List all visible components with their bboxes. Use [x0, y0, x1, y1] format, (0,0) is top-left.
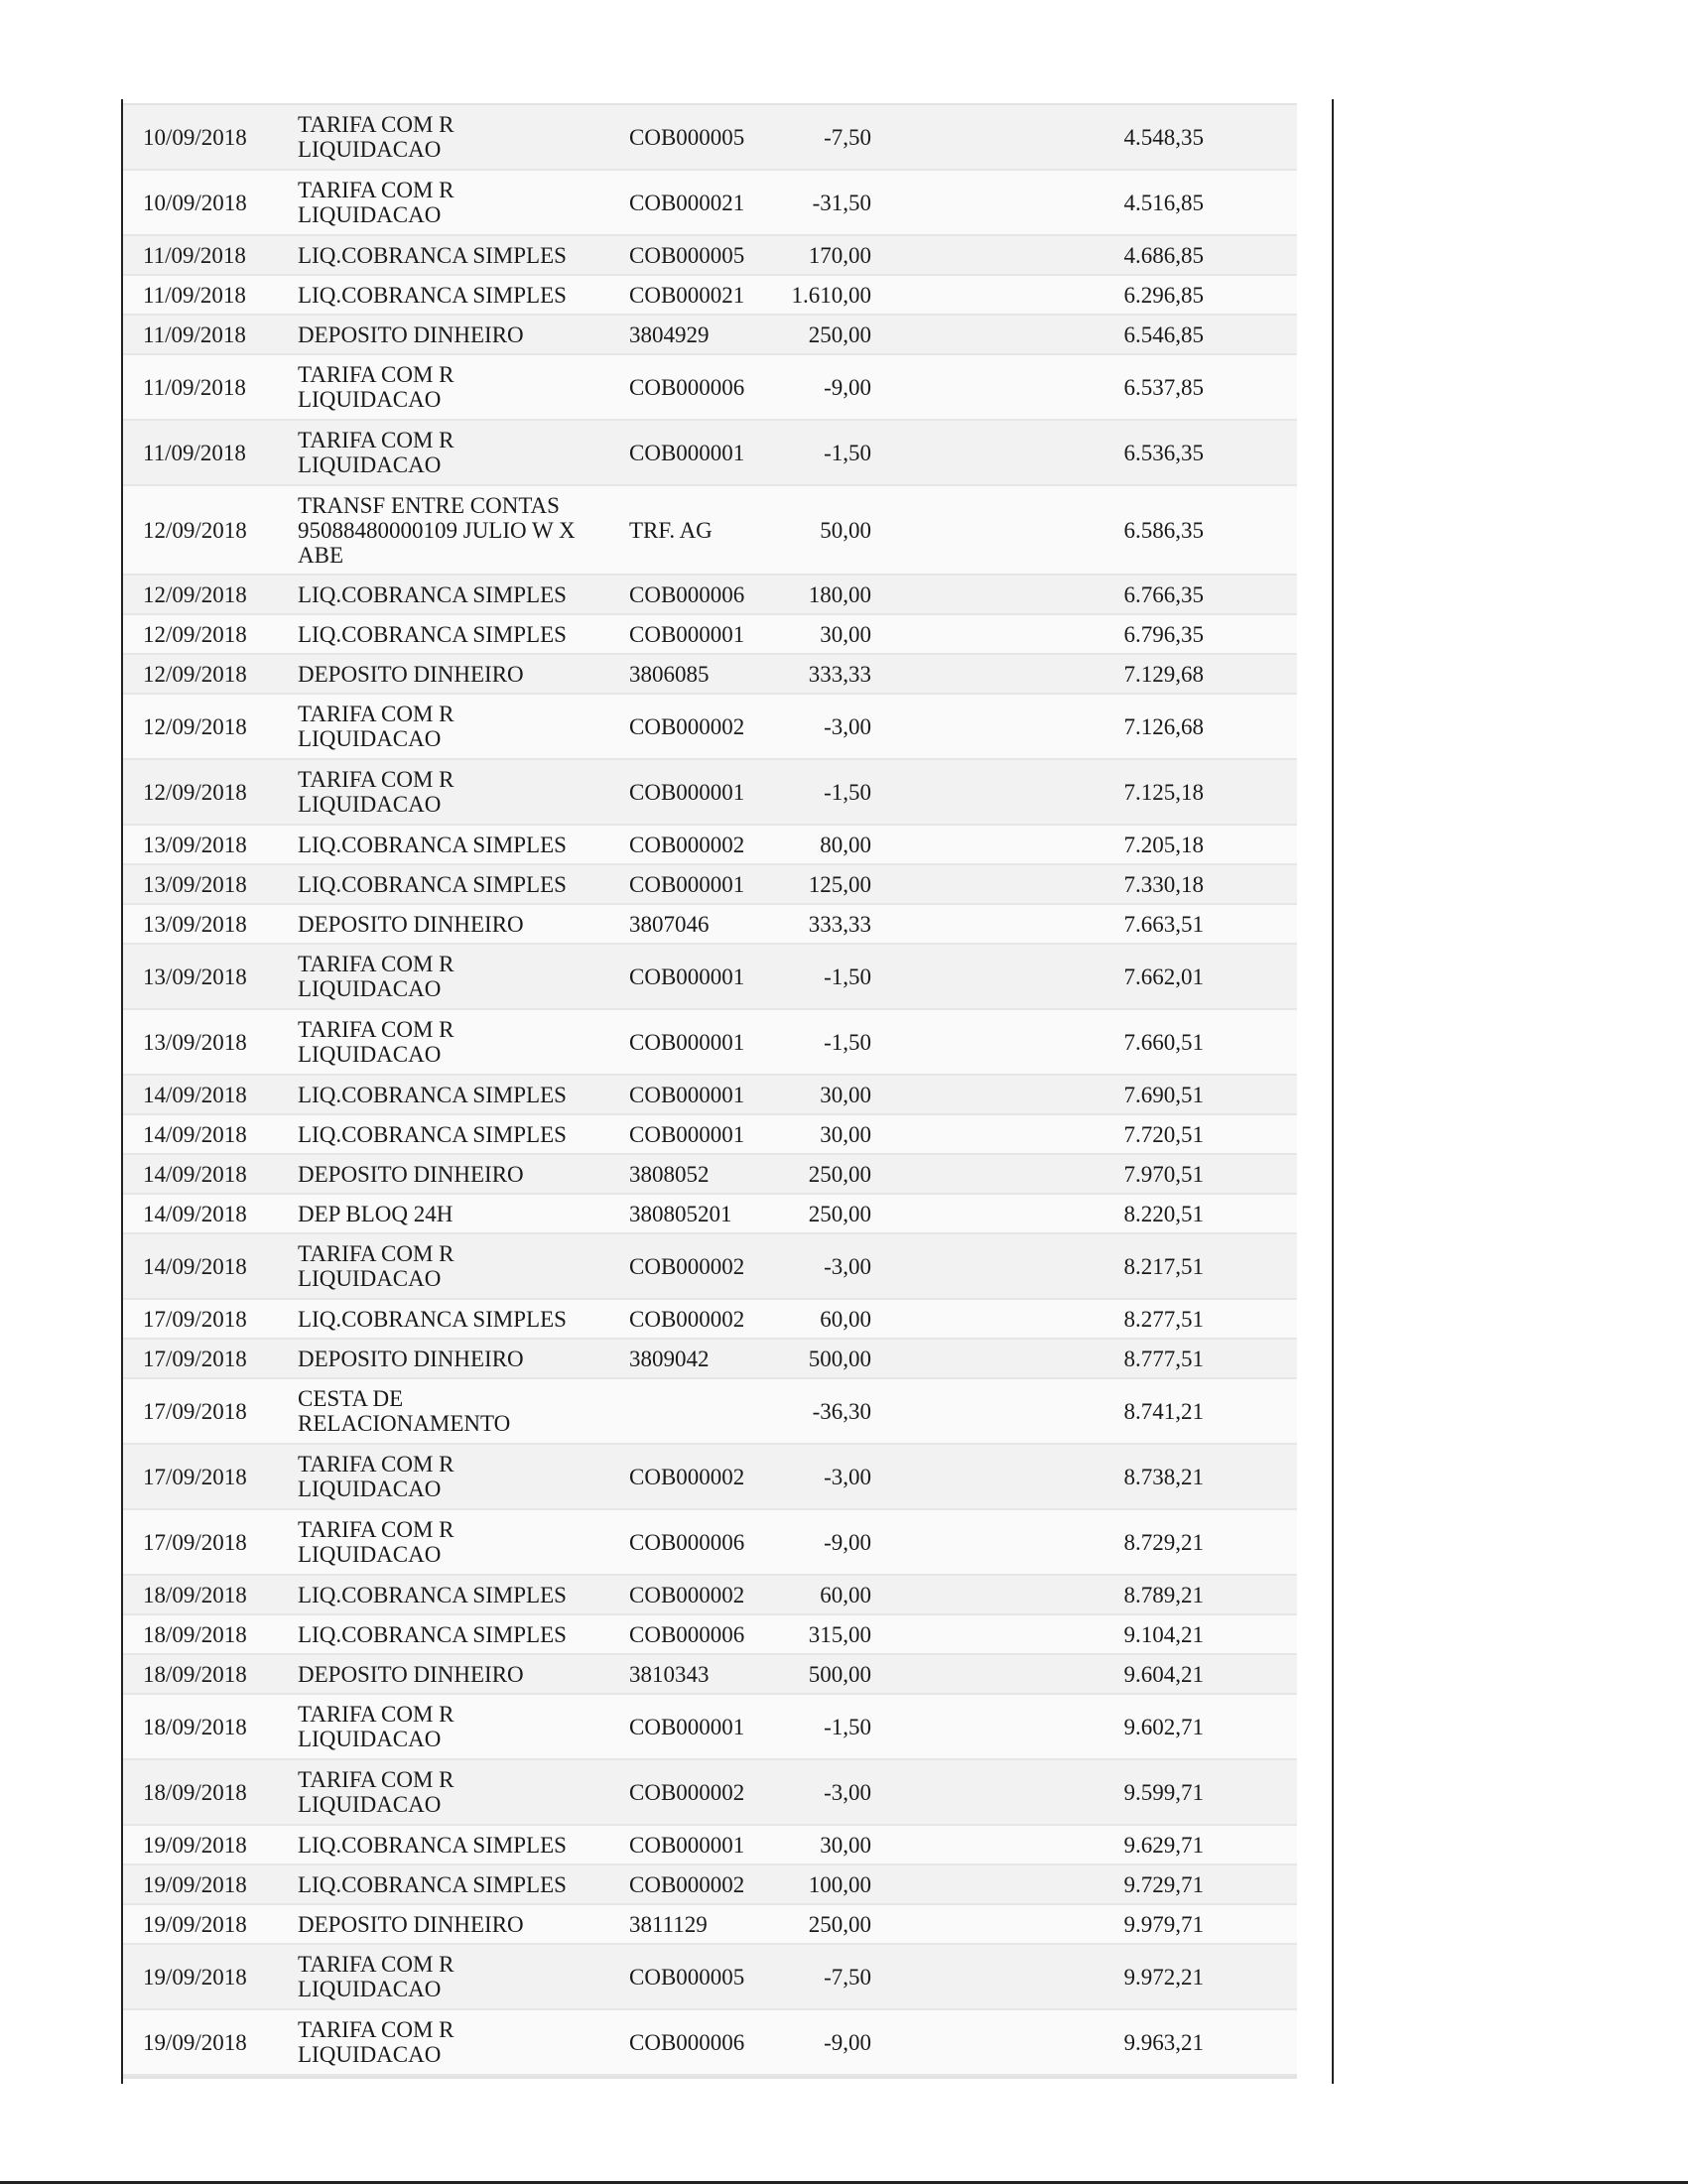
transaction-document: COB000006 [629, 1621, 745, 1647]
transaction-description: TARIFA COM R LIQUIDACAO [298, 362, 454, 412]
transaction-description: TARIFA COM R LIQUIDACAO [298, 1517, 454, 1567]
table-row [123, 1010, 1297, 1076]
transaction-date: 12/09/2018 [143, 621, 247, 647]
transaction-description: TARIFA COM R LIQUIDACAO [298, 428, 454, 477]
transaction-description: LIQ.COBRANCA SIMPLES [298, 1306, 567, 1332]
transaction-value: 250,00 [808, 1161, 871, 1187]
transaction-description: LIQ.COBRANCA SIMPLES [298, 242, 567, 268]
table-row [123, 1445, 1297, 1510]
table-row [123, 1905, 1297, 1945]
transaction-description: TARIFA COM R LIQUIDACAO [298, 1241, 454, 1291]
transaction-value: -9,00 [824, 374, 871, 400]
running-balance: 6.586,35 [1123, 517, 1204, 543]
table-row [123, 1300, 1297, 1340]
transaction-description: TARIFA COM R LIQUIDACAO [298, 702, 454, 751]
transaction-description: LIQ.COBRANCA SIMPLES [298, 1832, 567, 1858]
running-balance: 6.537,85 [1123, 374, 1204, 400]
transaction-value: -7,50 [824, 124, 871, 150]
transaction-value: 30,00 [820, 1121, 871, 1147]
running-balance: 9.599,71 [1123, 1779, 1204, 1805]
running-balance: 6.536,35 [1123, 440, 1204, 465]
running-balance: 9.972,21 [1123, 1964, 1204, 1990]
transaction-date: 14/09/2018 [143, 1253, 247, 1279]
table-row [123, 421, 1297, 486]
transaction-date: 11/09/2018 [143, 282, 246, 308]
table-row [123, 1340, 1297, 1379]
running-balance: 6.796,35 [1123, 621, 1204, 647]
transaction-value: 30,00 [820, 1082, 871, 1107]
transaction-value: 500,00 [808, 1661, 871, 1687]
transaction-date: 13/09/2018 [143, 911, 247, 937]
transaction-value: 180,00 [808, 581, 871, 607]
running-balance: 4.548,35 [1123, 124, 1204, 150]
transaction-document: COB000002 [629, 713, 745, 739]
transaction-value: -3,00 [824, 1779, 871, 1805]
running-balance: 7.690,51 [1123, 1082, 1204, 1107]
running-balance: 8.777,51 [1123, 1346, 1204, 1371]
transaction-document: COB000021 [629, 282, 745, 308]
transaction-date: 19/09/2018 [143, 1911, 247, 1937]
table-row [123, 355, 1297, 421]
transaction-value: 333,33 [808, 661, 871, 687]
transaction-date: 10/09/2018 [143, 190, 247, 215]
transaction-description: LIQ.COBRANCA SIMPLES [298, 1582, 567, 1607]
transaction-description: TRANSF ENTRE CONTAS 95088480000109 JULIO W X ABE [298, 492, 576, 568]
table-row [123, 1379, 1297, 1445]
running-balance: 9.604,21 [1123, 1661, 1204, 1687]
transaction-date: 12/09/2018 [143, 581, 247, 607]
transaction-description: LIQ.COBRANCA SIMPLES [298, 1871, 567, 1897]
transaction-date: 19/09/2018 [143, 1832, 247, 1858]
table-row [123, 486, 1297, 576]
transaction-description: CESTA DE RELACIONAMENTO [298, 1386, 511, 1436]
transaction-document: COB000001 [629, 1029, 745, 1055]
transaction-document: COB000021 [629, 190, 745, 215]
transaction-document: COB000005 [629, 242, 745, 268]
transaction-date: 19/09/2018 [143, 2029, 247, 2055]
transaction-document: COB000001 [629, 1832, 745, 1858]
statement-table [123, 103, 1297, 2079]
running-balance: 8.738,21 [1123, 1464, 1204, 1489]
transaction-value: -1,50 [824, 964, 871, 989]
transaction-description: TARIFA COM R LIQUIDACAO [298, 1767, 454, 1817]
running-balance: 7.126,68 [1123, 713, 1204, 739]
transaction-value: -1,50 [824, 779, 871, 805]
transaction-value: 125,00 [808, 871, 871, 897]
running-balance: 4.516,85 [1123, 190, 1204, 215]
running-balance: 8.741,21 [1123, 1398, 1204, 1424]
transaction-description: LIQ.COBRANCA SIMPLES [298, 832, 567, 857]
transaction-date: 17/09/2018 [143, 1306, 247, 1332]
transaction-value: 80,00 [820, 832, 871, 857]
transaction-date: 14/09/2018 [143, 1121, 247, 1147]
transaction-description: DEPOSITO DINHEIRO [298, 321, 524, 347]
transaction-document: COB000002 [629, 1464, 745, 1489]
running-balance: 8.217,51 [1123, 1253, 1204, 1279]
transaction-description: TARIFA COM R LIQUIDACAO [298, 1702, 454, 1751]
transaction-value: -3,00 [824, 713, 871, 739]
transaction-date: 19/09/2018 [143, 1964, 247, 1990]
running-balance: 7.129,68 [1123, 661, 1204, 687]
running-balance: 6.766,35 [1123, 581, 1204, 607]
transaction-value: 250,00 [808, 321, 871, 347]
transaction-description: DEPOSITO DINHEIRO [298, 1346, 524, 1371]
table-row [123, 826, 1297, 865]
transaction-value: -9,00 [824, 1529, 871, 1555]
running-balance: 9.629,71 [1123, 1832, 1204, 1858]
transaction-value: 100,00 [808, 1871, 871, 1897]
transaction-date: 12/09/2018 [143, 517, 247, 543]
transaction-document: COB000001 [629, 779, 745, 805]
table-row [123, 1945, 1297, 2010]
table-row [123, 615, 1297, 655]
transaction-date: 12/09/2018 [143, 713, 247, 739]
table-row [123, 1615, 1297, 1655]
transaction-date: 11/09/2018 [143, 440, 246, 465]
transaction-document: 3808052 [629, 1161, 710, 1187]
transaction-description: DEPOSITO DINHEIRO [298, 1161, 524, 1187]
running-balance: 7.662,01 [1123, 964, 1204, 989]
transaction-document: COB000002 [629, 1306, 745, 1332]
transaction-description: DEPOSITO DINHEIRO [298, 911, 524, 937]
transaction-document: COB000006 [629, 374, 745, 400]
transaction-value: -9,00 [824, 2029, 871, 2055]
transaction-value: -3,00 [824, 1253, 871, 1279]
transaction-document: COB000005 [629, 124, 745, 150]
transaction-description: LIQ.COBRANCA SIMPLES [298, 1082, 567, 1107]
transaction-document: 3810343 [629, 1661, 710, 1687]
transaction-value: 250,00 [808, 1911, 871, 1937]
transaction-description: TARIFA COM R LIQUIDACAO [298, 1017, 454, 1067]
table-row [123, 236, 1297, 276]
transaction-description: DEPOSITO DINHEIRO [298, 1661, 524, 1687]
transaction-document: COB000005 [629, 1964, 745, 1990]
running-balance: 6.546,85 [1123, 321, 1204, 347]
running-balance: 8.277,51 [1123, 1306, 1204, 1332]
transaction-description: DEPOSITO DINHEIRO [298, 1911, 524, 1937]
transaction-date: 17/09/2018 [143, 1529, 247, 1555]
running-balance: 7.663,51 [1123, 911, 1204, 937]
transaction-date: 14/09/2018 [143, 1201, 247, 1226]
transaction-description: TARIFA COM R LIQUIDACAO [298, 2017, 454, 2067]
transaction-document: COB000006 [629, 2029, 745, 2055]
transaction-value: -36,30 [812, 1398, 871, 1424]
table-row [123, 695, 1297, 760]
table-row [123, 1695, 1297, 1760]
running-balance: 9.979,71 [1123, 1911, 1204, 1937]
transaction-date: 14/09/2018 [143, 1082, 247, 1107]
transaction-value: -1,50 [824, 1714, 871, 1739]
running-balance: 8.789,21 [1123, 1582, 1204, 1607]
transaction-date: 19/09/2018 [143, 1871, 247, 1897]
transaction-value: 333,33 [808, 911, 871, 937]
transaction-description: TARIFA COM R LIQUIDACAO [298, 952, 454, 1001]
running-balance: 9.729,71 [1123, 1871, 1204, 1897]
transaction-description: TARIFA COM R LIQUIDACAO [298, 112, 454, 162]
transaction-value: -1,50 [824, 1029, 871, 1055]
table-row [123, 1195, 1297, 1234]
transaction-description: LIQ.COBRANCA SIMPLES [298, 282, 567, 308]
transaction-description: LIQ.COBRANCA SIMPLES [298, 1621, 567, 1647]
page-frame-right-border [1332, 99, 1334, 2084]
transaction-description: TARIFA COM R LIQUIDACAO [298, 767, 454, 817]
table-row [123, 1115, 1297, 1155]
transaction-date: 18/09/2018 [143, 1582, 247, 1607]
transaction-date: 14/09/2018 [143, 1161, 247, 1187]
transaction-description: TARIFA COM R LIQUIDACAO [298, 1952, 454, 2001]
transaction-value: 30,00 [820, 1832, 871, 1858]
transaction-value: 250,00 [808, 1201, 871, 1226]
table-row [123, 905, 1297, 945]
transaction-document: 3809042 [629, 1346, 710, 1371]
transaction-document: 380805201 [629, 1201, 732, 1226]
table-row [123, 1234, 1297, 1300]
running-balance: 9.602,71 [1123, 1714, 1204, 1739]
transaction-date: 11/09/2018 [143, 242, 246, 268]
transaction-document: COB000001 [629, 1714, 745, 1739]
transaction-document: COB000006 [629, 1529, 745, 1555]
transaction-description: LIQ.COBRANCA SIMPLES [298, 581, 567, 607]
running-balance: 8.220,51 [1123, 1201, 1204, 1226]
transaction-document: 3811129 [629, 1911, 708, 1937]
transaction-date: 11/09/2018 [143, 321, 246, 347]
table-row [123, 655, 1297, 695]
table-row [123, 945, 1297, 1010]
table-row [123, 865, 1297, 905]
table-row [123, 171, 1297, 236]
running-balance: 7.125,18 [1123, 779, 1204, 805]
transaction-date: 18/09/2018 [143, 1621, 247, 1647]
transaction-document: COB000002 [629, 1253, 745, 1279]
table-row [123, 276, 1297, 316]
transaction-value: 50,00 [820, 517, 871, 543]
running-balance: 7.720,51 [1123, 1121, 1204, 1147]
transaction-document: COB000001 [629, 621, 745, 647]
table-row [123, 316, 1297, 355]
transaction-document: COB000001 [629, 440, 745, 465]
transaction-value: 1.610,00 [791, 282, 871, 308]
transaction-document: COB000001 [629, 964, 745, 989]
transaction-document: COB000001 [629, 1121, 745, 1147]
table-row [123, 760, 1297, 826]
transaction-description: DEPOSITO DINHEIRO [298, 661, 524, 687]
transaction-description: TARIFA COM R LIQUIDACAO [298, 178, 454, 227]
table-row [123, 1576, 1297, 1615]
transaction-value: -3,00 [824, 1464, 871, 1489]
table-row [123, 1510, 1297, 1576]
running-balance: 7.330,18 [1123, 871, 1204, 897]
transaction-date: 13/09/2018 [143, 964, 247, 989]
table-row [123, 1760, 1297, 1826]
transaction-date: 13/09/2018 [143, 1029, 247, 1055]
transaction-value: 500,00 [808, 1346, 871, 1371]
running-balance: 7.660,51 [1123, 1029, 1204, 1055]
table-row [123, 1826, 1297, 1865]
transaction-description: TARIFA COM R LIQUIDACAO [298, 1452, 454, 1501]
transaction-value: 315,00 [808, 1621, 871, 1647]
transaction-description: LIQ.COBRANCA SIMPLES [298, 621, 567, 647]
transaction-date: 13/09/2018 [143, 871, 247, 897]
transaction-value: -7,50 [824, 1964, 871, 1990]
table-row [123, 1655, 1297, 1695]
transaction-date: 12/09/2018 [143, 661, 247, 687]
transaction-value: -31,50 [812, 190, 871, 215]
running-balance: 7.970,51 [1123, 1161, 1204, 1187]
transaction-document: 3806085 [629, 661, 710, 687]
transaction-date: 12/09/2018 [143, 779, 247, 805]
transaction-value: 30,00 [820, 621, 871, 647]
transaction-document: COB000002 [629, 1779, 745, 1805]
transaction-value: -1,50 [824, 440, 871, 465]
transaction-description: LIQ.COBRANCA SIMPLES [298, 871, 567, 897]
transaction-date: 18/09/2018 [143, 1661, 247, 1687]
transaction-date: 10/09/2018 [143, 124, 247, 150]
running-balance: 8.729,21 [1123, 1529, 1204, 1555]
table-row [123, 1076, 1297, 1115]
transaction-document: TRF. AG [629, 517, 713, 543]
running-balance: 7.205,18 [1123, 832, 1204, 857]
transaction-value: 60,00 [820, 1306, 871, 1332]
transaction-document: COB000006 [629, 581, 745, 607]
transaction-document: COB000001 [629, 1082, 745, 1107]
running-balance: 6.296,85 [1123, 282, 1204, 308]
transaction-value: 170,00 [808, 242, 871, 268]
transaction-date: 17/09/2018 [143, 1346, 247, 1371]
table-row [123, 2010, 1297, 2076]
transaction-date: 17/09/2018 [143, 1398, 247, 1424]
transaction-document: COB000001 [629, 871, 745, 897]
transaction-document: COB000002 [629, 1582, 745, 1607]
table-row [123, 105, 1297, 171]
transaction-document: 3807046 [629, 911, 710, 937]
transaction-description: DEP BLOQ 24H [298, 1201, 454, 1226]
running-balance: 4.686,85 [1123, 242, 1204, 268]
transaction-document: 3804929 [629, 321, 710, 347]
transaction-date: 18/09/2018 [143, 1714, 247, 1739]
transaction-date: 18/09/2018 [143, 1779, 247, 1805]
table-row [123, 576, 1297, 615]
table-row [123, 1155, 1297, 1195]
transaction-value: 60,00 [820, 1582, 871, 1607]
transaction-description: LIQ.COBRANCA SIMPLES [298, 1121, 567, 1147]
transaction-date: 13/09/2018 [143, 832, 247, 857]
transaction-date: 11/09/2018 [143, 374, 246, 400]
transaction-document: COB000002 [629, 1871, 745, 1897]
running-balance: 9.963,21 [1123, 2029, 1204, 2055]
transaction-document: COB000002 [629, 832, 745, 857]
table-row [123, 1865, 1297, 1905]
running-balance: 9.104,21 [1123, 1621, 1204, 1647]
transaction-date: 17/09/2018 [143, 1464, 247, 1489]
